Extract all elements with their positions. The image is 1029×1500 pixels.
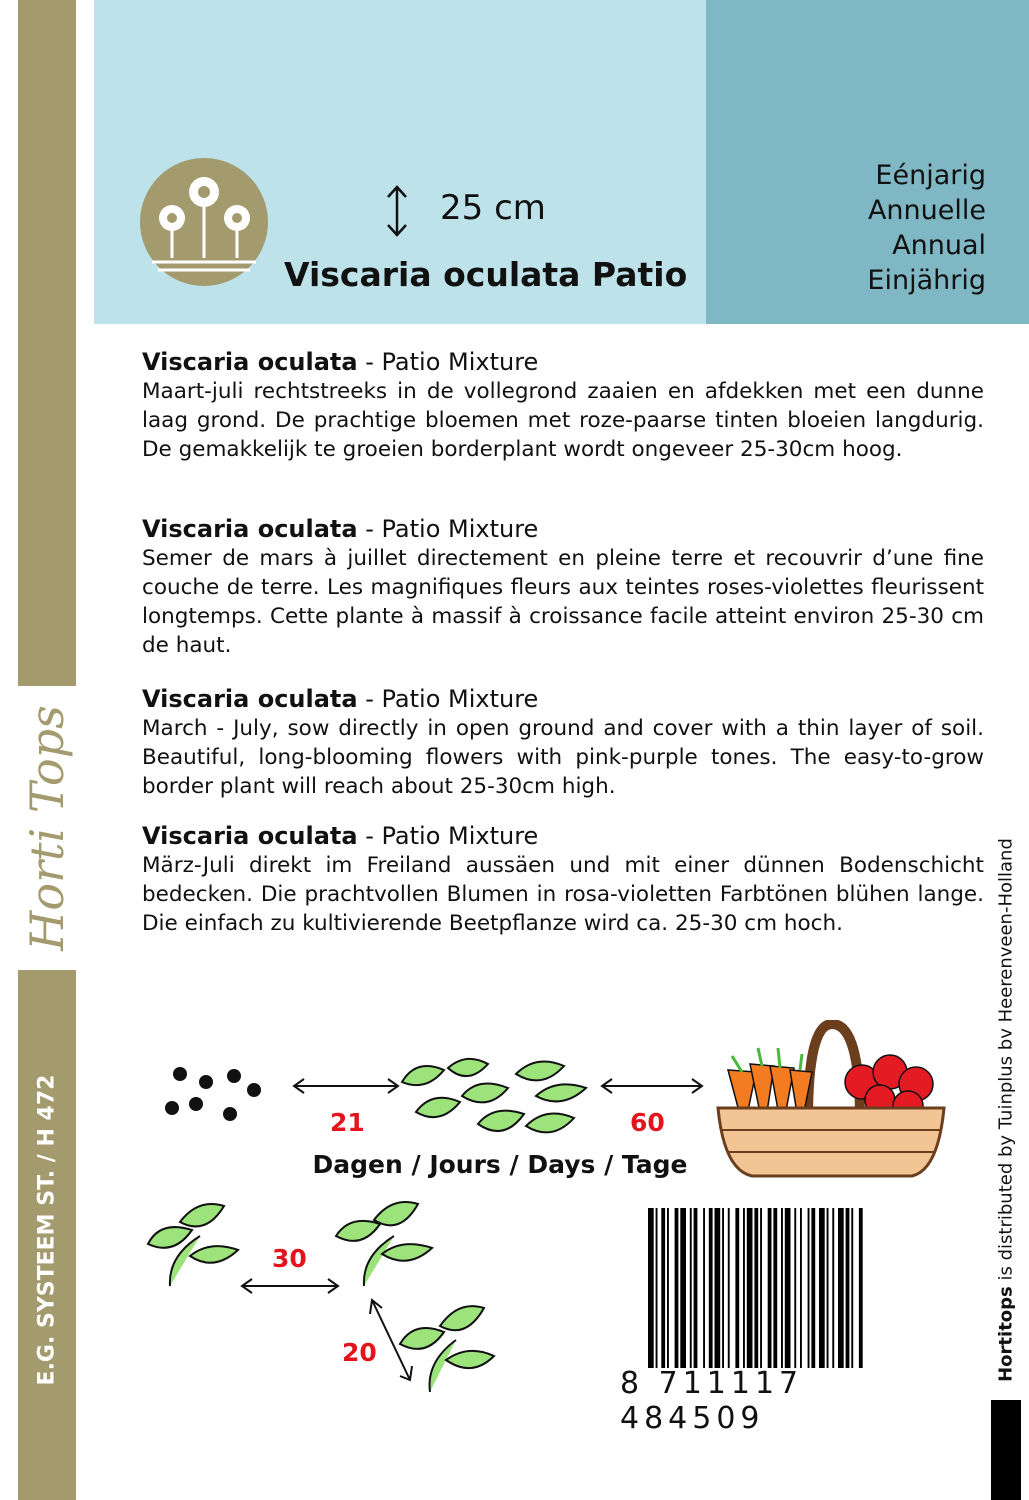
section-text: Semer de mars à juillet directement en pleine terre et recouvrir d’une fine couche de terre. Les magnifiques fleurs aux teintes roses-violettes fleurissent longtemps. Cette plante à massif à croissance facile atteint environ 25-30 cm de haut. bbox=[142, 546, 984, 658]
section-variety: - Patio Mixture bbox=[357, 822, 539, 850]
barcode-bar bbox=[703, 1208, 705, 1368]
barcode-bar bbox=[832, 1208, 834, 1368]
section-de bbox=[142, 821, 984, 938]
barcode-bar bbox=[735, 1208, 739, 1368]
section-en bbox=[142, 684, 984, 801]
seedlings-icon bbox=[396, 1052, 592, 1146]
annual-labels bbox=[706, 158, 986, 298]
barcode-bar bbox=[794, 1208, 796, 1368]
flower-logo-icon bbox=[140, 158, 268, 286]
barcode-number: 8 711117 484509 bbox=[620, 1366, 804, 1436]
section-variety: - Patio Mixture bbox=[357, 685, 539, 713]
barcode-bar bbox=[808, 1208, 810, 1368]
barcode-bar bbox=[675, 1208, 679, 1368]
brand-name: Horti Tops bbox=[20, 705, 74, 951]
barcode-bar bbox=[656, 1208, 658, 1368]
section-variety: - Patio Mixture bbox=[357, 515, 539, 543]
vegetable-basket-icon bbox=[712, 1020, 952, 1180]
barcode-bar bbox=[648, 1208, 654, 1368]
section-name: Viscaria oculata bbox=[142, 822, 358, 850]
section-name: Viscaria oculata bbox=[142, 348, 358, 376]
system-code-text: E.G. SYSTEEM ST. / H 472 bbox=[34, 1074, 60, 1386]
annual-nl: Eénjarig bbox=[875, 160, 986, 191]
row-spacing: 30 bbox=[272, 1244, 307, 1273]
section-name: Viscaria oculata bbox=[142, 685, 358, 713]
barcode-bar bbox=[811, 1208, 815, 1368]
section-variety: - Patio Mixture bbox=[357, 348, 539, 376]
plant-leaves-icon bbox=[334, 1196, 434, 1292]
barcode-bar bbox=[728, 1208, 730, 1368]
section-text: März-Juli direkt im Freiland aussäen und mit einer dünnen Bodenschicht bedecken. Die prachtvollen Blumen in rosa-violetten Farbtönen blühen lange. Die einfach zu kultivierende Beetpflanze wird ca. 25-30 cm hoch. bbox=[142, 853, 984, 936]
germination-days: 21 bbox=[330, 1108, 365, 1137]
barcode-bar bbox=[694, 1208, 698, 1368]
barcode-bar bbox=[722, 1208, 724, 1368]
section-name: Viscaria oculata bbox=[142, 515, 358, 543]
barcode-bar bbox=[851, 1208, 853, 1368]
barcode-bar bbox=[709, 1208, 713, 1368]
barcode-bar bbox=[754, 1208, 758, 1368]
barcode-bar bbox=[800, 1208, 802, 1368]
barcode-bar bbox=[661, 1208, 665, 1368]
section-fr bbox=[142, 514, 984, 660]
seeds-icon bbox=[160, 1060, 270, 1130]
barcode bbox=[648, 1208, 940, 1368]
distributor-bar bbox=[991, 1400, 1021, 1500]
distributor-text: is distributed by Tuinplus bv Heerenveen-Holland bbox=[995, 838, 1017, 1287]
barcode-bar bbox=[680, 1208, 686, 1368]
barcode-bar bbox=[785, 1208, 791, 1368]
barcode-bar bbox=[690, 1208, 692, 1368]
annual-de: Einjährig bbox=[867, 265, 986, 296]
barcode-bar bbox=[715, 1208, 721, 1368]
section-text: March - July, sow directly in open ground and cover with a thin layer of soil. Beautiful, long-blooming flowers with pink-purple tones. The easy-to-grow border plant will reach about 25-30cm high. bbox=[142, 716, 984, 799]
annual-en: Annual bbox=[892, 230, 986, 261]
harvest-days: 60 bbox=[630, 1108, 665, 1137]
arrow-icon bbox=[238, 1276, 342, 1296]
plant-leaves-icon bbox=[140, 1196, 240, 1292]
distributor-note bbox=[985, 820, 1027, 1400]
barcode-bar bbox=[760, 1208, 762, 1368]
barcode-bar bbox=[859, 1208, 863, 1368]
annual-fr: Annuelle bbox=[867, 195, 986, 226]
distributor-brand: Hortitops bbox=[995, 1286, 1017, 1382]
barcode-bar bbox=[819, 1208, 825, 1368]
arrow-icon bbox=[598, 1076, 706, 1096]
system-code bbox=[18, 980, 76, 1480]
height-arrow-icon bbox=[384, 183, 410, 239]
section-nl bbox=[142, 347, 984, 464]
barcode-bar bbox=[846, 1208, 850, 1368]
barcode-bar bbox=[773, 1208, 777, 1368]
barcode-bar bbox=[781, 1208, 783, 1368]
barcode-bar bbox=[743, 1208, 745, 1368]
barcode-bar bbox=[838, 1208, 844, 1368]
plant-spacing: 20 bbox=[342, 1338, 377, 1367]
barcode-bar bbox=[827, 1208, 829, 1368]
days-label: Dagen / Jours / Days / Tage bbox=[312, 1150, 688, 1179]
height-value: 25 cm bbox=[440, 188, 546, 228]
arrow-icon bbox=[290, 1076, 402, 1096]
section-text: Maart-juli rechtstreeks in de vollegrond zaaien en afdekken met een dunne laag grond. De prachtige bloemen met roze-paarse tinten bloeien langdurig. De gemakkelijk te groeien borderplant wordt ongeveer 25-30cm hoog. bbox=[142, 379, 984, 462]
brand-logo bbox=[18, 686, 76, 970]
barcode-bar bbox=[667, 1208, 669, 1368]
plant-title: Viscaria oculata Patio bbox=[284, 255, 688, 294]
barcode-bar bbox=[768, 1208, 772, 1368]
barcode-bar bbox=[747, 1208, 753, 1368]
